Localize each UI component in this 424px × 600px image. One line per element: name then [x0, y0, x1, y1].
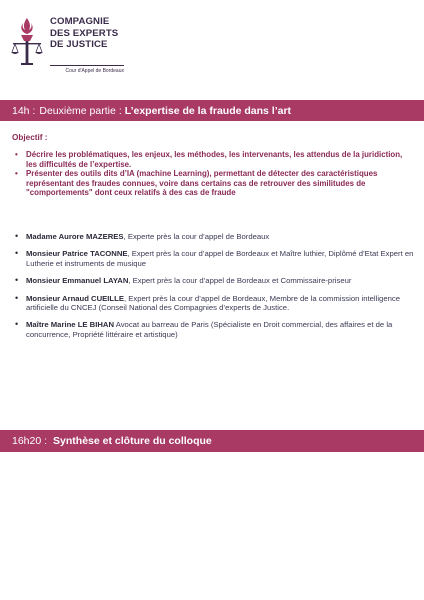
speakers-list: [14, 232, 414, 347]
speaker-desc: , Experte près la cour d’appel de Bordeaux: [123, 232, 270, 241]
speaker-name: Madame Aurore MAZERES: [26, 232, 124, 241]
objective-item: • Décrire les problématiques, les enjeux, les méthodes, les intervenants, les attendus de la juridiction, les difficultés de l’expertise.: [14, 150, 414, 169]
session-header-2: [0, 430, 424, 452]
objectif-label: Objectif :: [12, 133, 48, 142]
speaker-desc: , Expert près la cour d’appel de Bordeaux, Membre de la commission intelligence artificielle du CNCEJ (Conseil National des Compagnies d’experts de Justice.: [26, 293, 400, 313]
speaker-desc: , Expert près la cour d’appel de Bordeaux et Maître luthier, Diplômé d’Etat Expert en Lutherie et instruments de musique: [26, 249, 414, 268]
speaker-name: Monsieur Emmanuel LAYAN: [26, 276, 129, 286]
session-title: Synthèse et clôture du colloque: [53, 435, 212, 447]
separator: :: [118, 104, 122, 117]
speaker-item: [14, 249, 414, 268]
speaker-desc: , Expert près la cour d’appel de Bordeaux et Commissaire-priseur: [128, 276, 352, 286]
speaker-item: [14, 320, 414, 339]
org-logo: [10, 14, 150, 84]
speaker-item: [14, 294, 414, 313]
session-part: Deuxième partie: [39, 104, 116, 117]
org-name-line1: COMPAGNIE: [50, 16, 110, 27]
speaker-item: [14, 276, 414, 285]
objectives-list: [14, 150, 414, 198]
speaker-item: [14, 232, 414, 241]
torch-scales-icon: [10, 16, 44, 66]
speaker-desc: Avocat au barreau de Paris (Spécialiste en Droit commercial, des affaires et de la concurrence, Propriété littéraire et artistique): [26, 320, 393, 339]
session-header-1: [0, 100, 424, 121]
speaker-name: Monsieur Arnaud CUEILLE: [26, 293, 124, 303]
session-time: 16h20 :: [12, 435, 48, 447]
org-name: [50, 16, 118, 51]
speaker-name: Monsieur Patrice TACONNE: [26, 249, 128, 259]
org-name-line2: DES EXPERTS: [50, 27, 119, 39]
objective-item: • Présenter des outils dits d’IA (machine Learning), permettant de détecter des caractéristiques représentant des fraudes connues, voire dans certains cas de retrouver des similitudes de "comportements" dont ceux relatifs à des cas de fraude: [14, 169, 414, 198]
session-title: L’expertise de la fraude dans l’art: [124, 104, 292, 117]
speaker-name: Maître Marine LE BIHAN: [26, 320, 114, 330]
org-name-line3: DE JUSTICE: [50, 39, 108, 50]
org-subtitle: Cour d'Appel de Bordeaux: [50, 65, 124, 74]
session-time: 14h :: [12, 104, 36, 117]
